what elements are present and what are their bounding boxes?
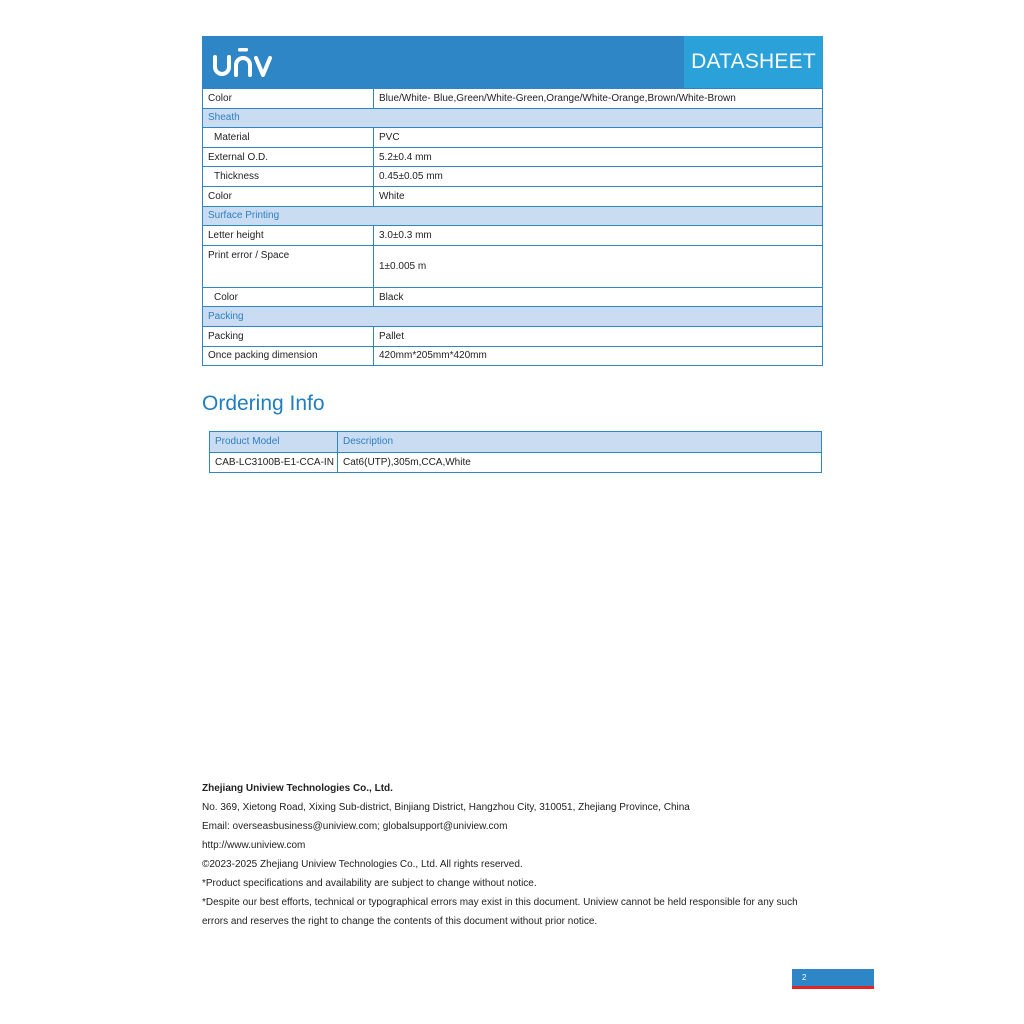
spec-value: 0.45±0.05 mm [374,167,823,187]
spec-table [202,88,823,366]
spec-value: PVC [374,128,823,148]
page-number: 2 [792,969,874,986]
header-banner [202,36,823,88]
spec-label: Thickness [203,167,374,187]
spec-label: Packing [203,326,374,346]
spec-row [203,89,823,109]
footer-copyright: ©2023-2025 Zhejiang Uniview Technologies Co., Ltd. All rights reserved. [202,859,523,870]
ordering-header-model: Product Model [210,432,338,453]
spec-label: Color [203,89,374,109]
spec-row [203,326,823,346]
spec-value: Black [374,287,823,307]
spec-value: 3.0±0.3 mm [374,226,823,246]
spec-label: Color [203,186,374,206]
spec-label: Once packing dimension [203,346,374,366]
spec-value: 1±0.005 m [374,245,823,287]
footer-website: http://www.uniview.com [202,840,306,851]
spec-value: Blue/White- Blue,Green/White-Green,Orange/White-Orange,Brown/White-Brown [374,89,823,109]
spec-section-row [203,307,823,327]
spec-value: White [374,186,823,206]
spec-row [203,186,823,206]
ordering-header-description: Description [338,432,822,453]
spec-row [203,226,823,246]
footer-company: Zhejiang Uniview Technologies Co., Ltd. [202,783,393,794]
spec-label: Print error / Space [203,245,374,287]
footer-disclaimer: *Despite our best efforts, technical or typographical errors may exist in this document. Uniview cannot be held responsible for any such [202,897,798,908]
footer-disclaimer-cont: errors and reserves the right to change the contents of this document without prior notice. [202,916,598,927]
ordering-title: Ordering Info [202,392,325,415]
univiewlogo [212,42,276,82]
spec-value: 420mm*205mm*420mm [374,346,823,366]
spec-label: External O.D. [203,147,374,167]
spec-section-label: Sheath [203,108,823,128]
spec-row [203,346,823,366]
spec-row [203,128,823,148]
spec-label: Material [203,128,374,148]
ordering-model-cell: CAB-LC3100B-E1-CCA-IN [210,452,338,473]
spec-section-row [203,206,823,226]
spec-label: Color [203,287,374,307]
spec-row [203,245,823,287]
spec-row [203,147,823,167]
spec-value: 5.2±0.4 mm [374,147,823,167]
ordering-header-row [210,432,822,453]
unv-logo-icon [212,45,276,79]
footer-address: No. 369, Xietong Road, Xixing Sub-district, Binjiang District, Hangzhou City, 310051, Zhejiang Province, China [202,802,690,813]
footer-email: Email: overseasbusiness@uniview.com; globalsupport@uniview.com [202,821,508,832]
ordering-description-cell: Cat6(UTP),305m,CCA,White [338,452,822,473]
spec-section-row [203,108,823,128]
datasheet-tab: DATASHEET [684,36,823,88]
footer [202,779,842,931]
spec-section-label: Packing [203,307,823,327]
spec-value: Pallet [374,326,823,346]
spec-label: Letter height [203,226,374,246]
spec-section-label: Surface Printing [203,206,823,226]
spec-row [203,287,823,307]
footer-note: *Product specifications and availability are subject to change without notice. [202,878,537,889]
page-number-underline [792,986,874,989]
ordering-row [210,452,822,473]
ordering-table [209,431,822,473]
spec-row [203,167,823,187]
